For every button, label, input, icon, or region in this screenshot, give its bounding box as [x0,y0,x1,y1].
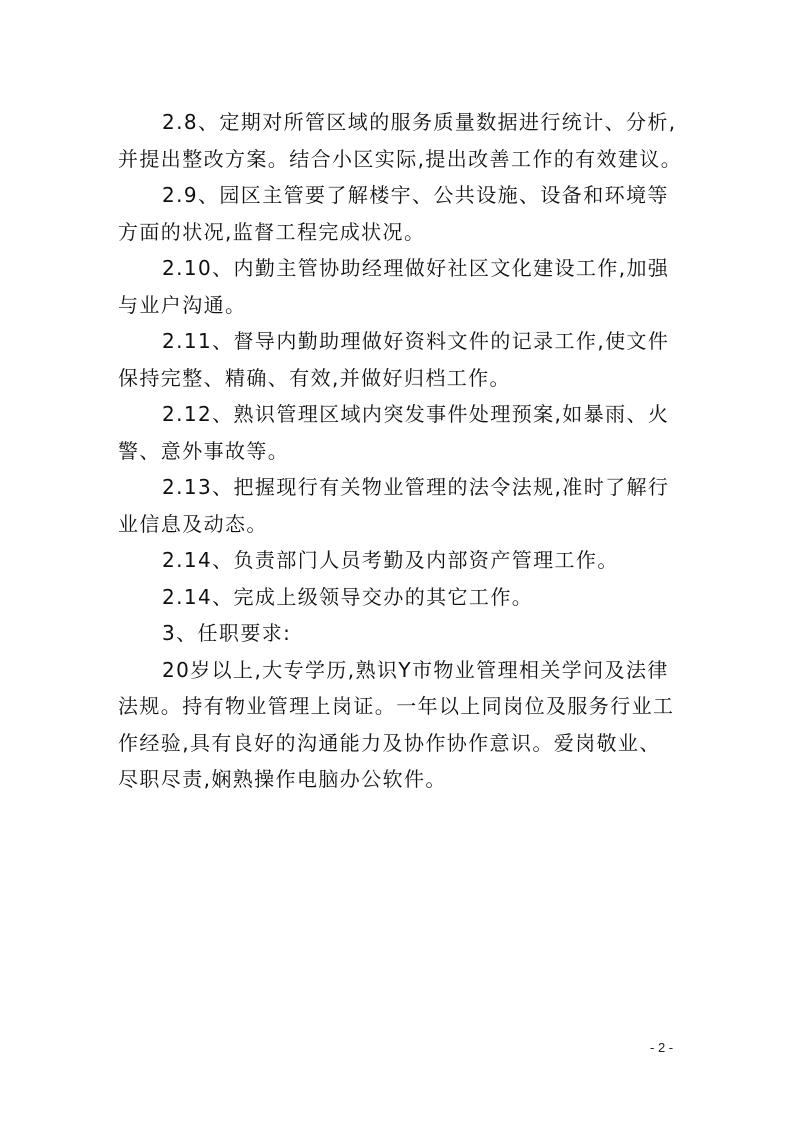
text-line: 2.11、督导内勤助理做好资料文件的记录工作,使文件 [162,329,670,353]
text-line: 2.13、把握现行有关物业管理的法令法规,准时了解行 [162,475,670,499]
text-line: 作经验,具有良好的沟通能力及协作协作意识。爱岗敬业、 [118,730,661,755]
text-line: 2.8、定期对所管区域的服务质量数据进行统计、分析, [162,110,677,134]
text-line: 并提出整改方案。结合小区实际,提出改善工作的有效建议。 [118,146,683,171]
text-line: 方面的状况,监督工程完成状况。 [118,219,426,244]
text-line: 2.10、内勤主管协助经理做好社区文化建设工作,加强 [162,256,670,280]
text-line: 警、意外事故等。 [118,438,290,463]
page-number: - 2 - [650,1040,674,1055]
text-line: 2.9、园区主管要了解楼宇、公共设施、设备和环境等 [162,183,669,207]
text-line: 法规。持有物业管理上岗证。一年以上同岗位及服务行业工 [118,694,675,718]
text-line: 2.14、完成上级领导交办的其它工作。 [162,584,534,609]
text-line: 3、任职要求: [162,621,292,645]
text-line: 尽职尽责,娴熟操作电脑办公软件。 [118,767,447,791]
text-line: 20岁以上,大专学历,熟识Y市物业管理相关学问及法律 [162,657,669,682]
text-line: 2.14、负责部门人员考勤及内部资产管理工作。 [162,548,619,572]
document-body [118,104,688,798]
text-line: 与业户沟通。 [118,292,247,317]
text-line: 2.12、熟识管理区域内突发事件处理预案,如暴雨、火 [162,402,670,426]
text-line: 业信息及动态。 [118,511,268,536]
text-line: 保持完整、精确、有效,并做好归档工作。 [118,365,511,390]
